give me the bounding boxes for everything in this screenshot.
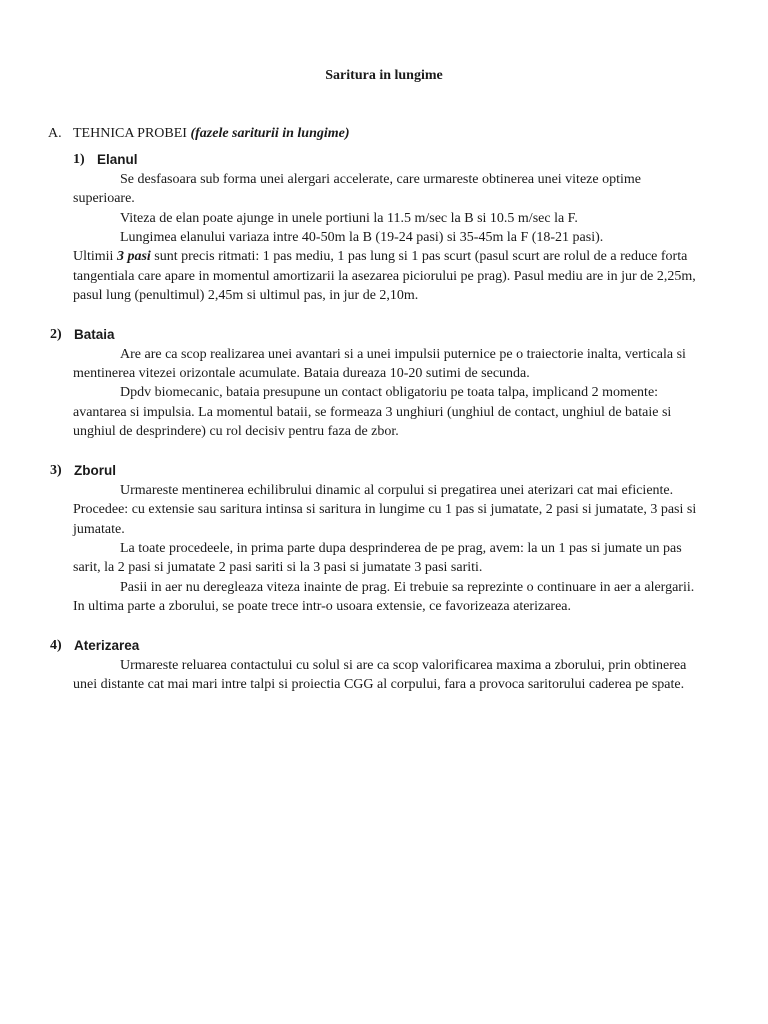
main-heading-number: A.	[48, 126, 62, 141]
section-paragraph: Urmareste mentinerea echilibrului dinamic al corpului si pregatirea unei aterizari cat mai eficiente. Procedee: cu extensie sau saritura intinsa si saritura in lungime cu 1 pas si jumatate, 2 pasi si jumatate, 3 pasi si jumatate.	[73, 482, 697, 537]
section-title: Aterizarea	[74, 638, 140, 654]
section-paragraph: Are are ca scop realizarea unei avantari si a unei impulsii puternice pe o traiectorie inalta, verticala si mentinerea vitezei orizontale acumulate. Bataia dureaza 10-20 sutimi de secunda.	[73, 346, 686, 382]
section-elanul	[73, 150, 698, 305]
paragraph-text-before: Ultimii	[73, 249, 117, 265]
section-paragraph: Dpdv biomecanic, bataia presupune un contact obligatoriu pe toata talpa, implicand 2 momente: avantarea si impulsia. La momentul bataii, se formeaza 3 unghiuri (unghiul de contact, unghiul de bataie si unghiul de desprindere) cu rol decisiv pentru faza de zbor.	[73, 385, 672, 440]
section-number: 4)	[50, 638, 62, 654]
section-paragraph: La toate procedeele, in prima parte dupa desprinderea de pe prag, avem: la un 1 pas si jumate un pas sarit, la 2 pasi si jumatate 2 pasi sariti si la 3 pasi si jumatate 3 pasi sariti.	[73, 540, 682, 576]
section-number: 2)	[50, 327, 62, 343]
main-heading	[48, 124, 698, 143]
section-heading	[50, 325, 698, 344]
main-heading-label: TEHNICA PROBEI	[73, 126, 191, 141]
section-paragraph	[73, 247, 698, 305]
section-heading	[73, 150, 698, 169]
section-zborul	[50, 461, 698, 616]
section-aterizarea	[50, 636, 698, 694]
section-number: 1)	[73, 152, 85, 168]
paragraph-text-after: sunt precis ritmati: 1 pas mediu, 1 pas lung si 1 pas scurt (pasul scurt are rolul de a reduce forta tangentiala care apare in momentul amortizarii la asezarea piciorului pe prag). Pasul mediu are in jur de 2,25m, pasul lung (penultimul) 2,45m si ultimul pas, in jur de 2,10m.	[73, 249, 696, 304]
section-paragraph: Viteza de elan poate ajunge in unele portiuni la 11.5 m/sec la B si 10.5 m/sec la F.	[120, 210, 578, 226]
section-heading	[50, 636, 698, 655]
section-title: Zborul	[74, 463, 116, 479]
section-title: Bataia	[74, 327, 115, 343]
document-title: Saritura in lungime	[325, 68, 443, 83]
section-bataia	[50, 325, 698, 441]
main-heading-italic: (fazele sariturii in lungime)	[190, 126, 350, 141]
section-paragraph: Lungimea elanului variaza intre 40-50m la B (19-24 pasi) si 35-45m la F (18-21 pasi).	[120, 230, 604, 246]
section-paragraph: Pasii in aer nu deregleaza viteza inainte de prag. Ei trebuie sa reprezinte o continuare in aer a alergarii. In ultima parte a zborului, se poate trece intr-o usoara extensie, ce favorizeaza aterizarea.	[73, 579, 695, 615]
paragraph-bold: 3 pasi	[116, 249, 151, 265]
document-body	[48, 124, 698, 694]
section-number: 3)	[50, 463, 62, 479]
section-title: Elanul	[97, 152, 138, 168]
section-paragraph: Se desfasoara sub forma unei alergari accelerate, care urmareste obtinerea unei viteze optime superioare.	[73, 171, 641, 207]
section-paragraph: Urmareste reluarea contactului cu solul si are ca scop valorificarea maxima a zborului, prin obtinerea unei distante cat mai mari intre talpi si proiectia CGG al corpului, fara a provoca saritorului caderea pe spate.	[73, 657, 687, 692]
main-heading-text	[73, 124, 350, 143]
section-heading	[50, 461, 698, 480]
